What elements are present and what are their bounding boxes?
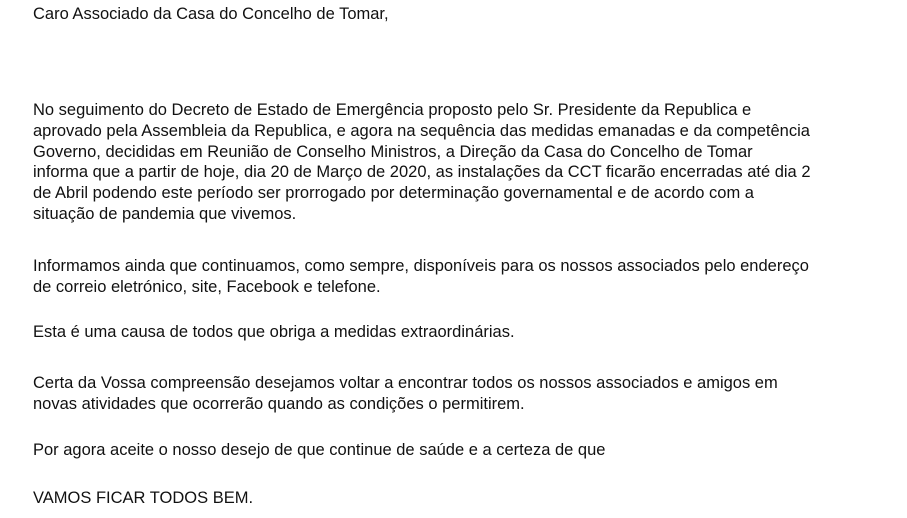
paragraph-line: situação de pandemia que vivemos. [33, 204, 297, 223]
paragraph-line: informa que a partir de hoje, dia 20 de Março de 2020, as instalações da CCT ficarão encerradas até dia 2 [33, 163, 811, 182]
closing-line [33, 488, 253, 509]
paragraph-line: No seguimento do Decreto de Estado de Emergência proposto pelo Sr. Presidente da Republica e [33, 101, 752, 119]
paragraph-line: novas atividades que ocorrerão quando as condições o permitirem. [33, 394, 525, 413]
paragraph-line: de correio eletrónico, site, Facebook e telefone. [33, 277, 381, 296]
closing-text: VAMOS FICAR TODOS BEM. [33, 489, 254, 507]
paragraph-contact-availability [33, 256, 809, 298]
paragraph-line: Informamos ainda que continuamos, como sempre, disponíveis para os nossos associados pelo endereço [33, 257, 809, 275]
paragraph-line: de Abril podendo este período ser prorrogado por determinação governamental e de acordo com a [33, 184, 754, 203]
paragraph-line: Esta é uma causa de todos que obriga a medidas extraordinárias. [33, 323, 515, 341]
paragraph-line: Por agora aceite o nosso desejo de que continue de saúde e a certeza de que [33, 441, 606, 459]
paragraph-understanding [33, 373, 778, 415]
paragraph-line: Governo, decididas em Reunião de Conselho Ministros, a Direção da Casa do Concelho de Tomar [33, 142, 753, 161]
paragraph-common-cause [33, 322, 515, 343]
paragraph-line: Certa da Vossa compreensão desejamos voltar a encontrar todos os nossos associados e amigos em [33, 374, 778, 392]
paragraph-emergency-closure [33, 100, 811, 225]
paragraph-wishes [33, 440, 605, 461]
greeting [33, 4, 389, 25]
greeting-line: Caro Associado da Casa do Concelho de Tomar, [33, 5, 389, 23]
paragraph-line: aprovado pela Assembleia da Republica, e agora na sequência das medidas emanadas e da competência [33, 121, 810, 140]
